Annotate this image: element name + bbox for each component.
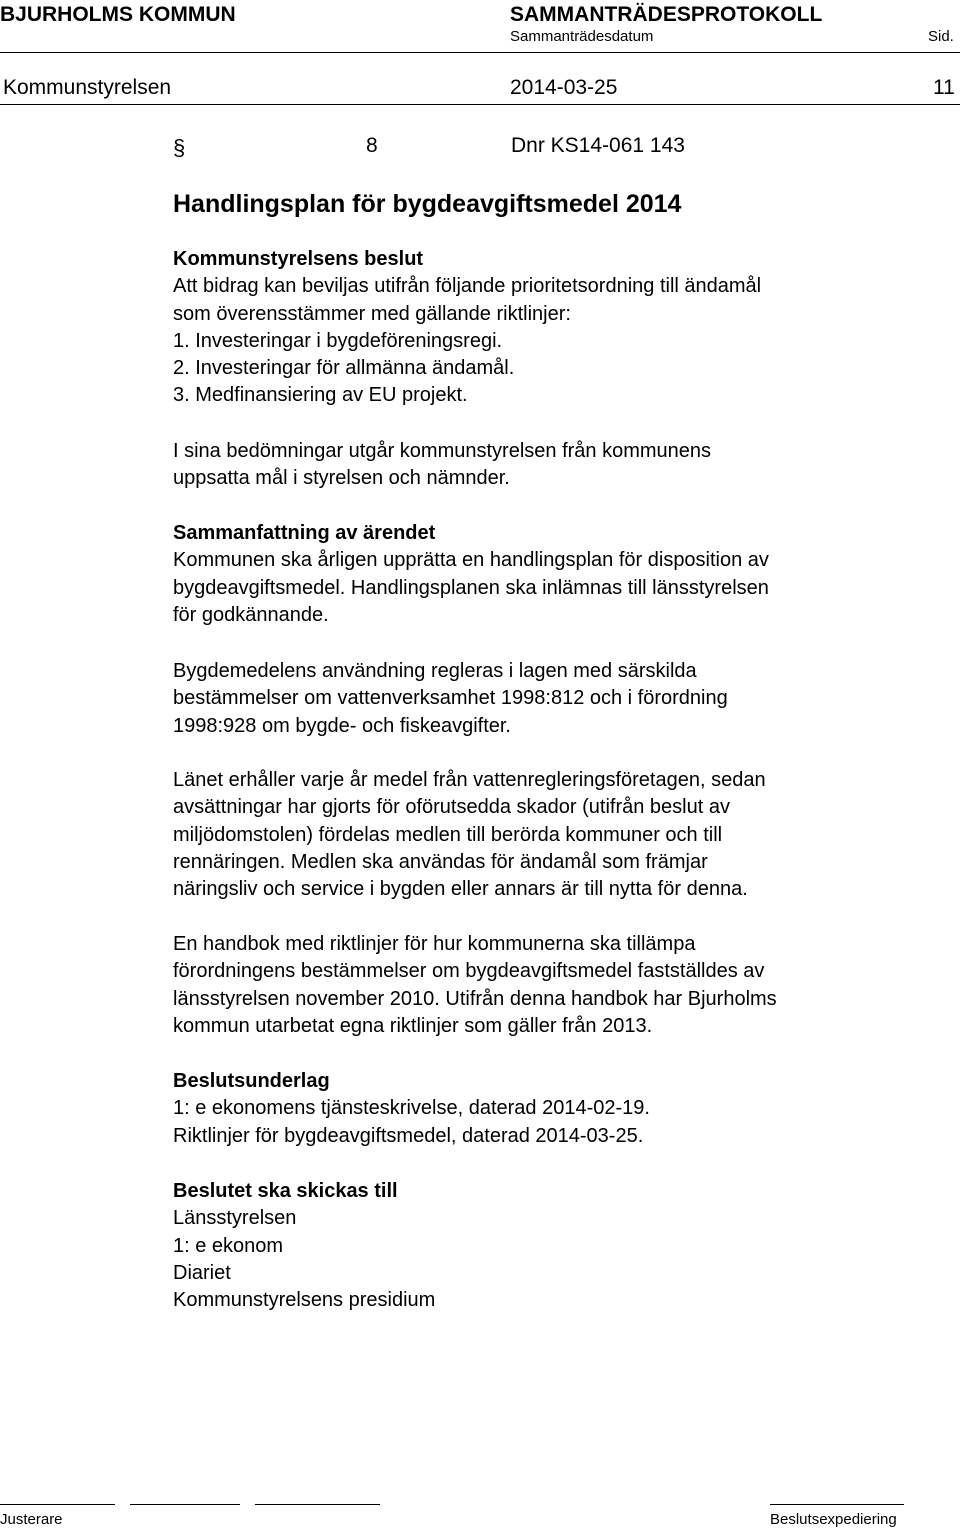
- summary-line: rennäringen. Medlen ska användas för ändamål som främjar: [173, 850, 708, 873]
- footer-beslutsexpediering: Beslutsexpediering: [770, 1511, 897, 1528]
- distribution-section: [173, 1178, 933, 1314]
- summary-line: länsstyrelsen november 2010. Utifrån denna handbok har Bjurholms: [173, 987, 777, 1010]
- page-number: 11: [933, 76, 955, 99]
- summary-line: kommun utarbetat egna riktlinjer som gäller från 2013.: [173, 1014, 653, 1037]
- distribution-item: Kommunstyrelsens presidium: [173, 1289, 436, 1312]
- org-name: BJURHOLMS KOMMUN: [0, 3, 236, 26]
- header-bottom-separator: [0, 104, 960, 105]
- decision-heading: Kommunstyrelsens beslut: [173, 248, 424, 270]
- decision-note: [173, 438, 933, 493]
- summary-line: Kommunen ska årligen upprätta en handlingsplan för disposition av: [173, 549, 769, 572]
- case-title: Handlingsplan för bygdeavgiftsmedel 2014: [173, 190, 682, 218]
- summary-line: miljödomstolen) fördelas medlen till berörda kommuner och till: [173, 823, 723, 846]
- summary-section: [173, 520, 933, 629]
- distribution-heading: Beslutet ska skickas till: [173, 1180, 398, 1202]
- decision-line: 3. Medfinansiering av EU projekt.: [173, 384, 468, 407]
- decision-line: som överensstämmer med gällande riktlinjer:: [173, 302, 571, 325]
- summary-line: Länet erhåller varje år medel från vattenregleringsföretagen, sedan: [173, 769, 766, 791]
- date-label: Sammanträdesdatum: [510, 28, 654, 45]
- svg-text:§: §: [173, 136, 186, 160]
- note-line: I sina bedömningar utgår kommunstyrelsen från kommunens: [173, 440, 712, 462]
- case-dnr: Dnr KS14-061 143: [511, 134, 685, 157]
- basis-section: [173, 1068, 933, 1150]
- summary-heading: Sammanfattning av ärendet: [173, 522, 436, 544]
- header-separator: [0, 52, 960, 53]
- signature-line: [130, 1504, 240, 1505]
- summary-line: Bygdemedelens användning regleras i lagen med särskilda: [173, 660, 697, 682]
- decision-line: 1. Investeringar i bygdeföreningsregi.: [173, 329, 503, 352]
- doc-type: SAMMANTRÄDESPROTOKOLL: [510, 3, 823, 26]
- meeting-date: 2014-03-25: [510, 76, 618, 99]
- summary-line: bestämmelser om vattenverksamhet 1998:812 och i förordning: [173, 687, 728, 710]
- basis-heading: Beslutsunderlag: [173, 1070, 330, 1092]
- decision-section: [173, 246, 933, 410]
- summary-line: näringsliv och service i bygden eller annars är till nytta för denna.: [173, 878, 748, 901]
- decision-line: 2. Investeringar för allmänna ändamål.: [173, 357, 515, 380]
- distribution-item: 1: e ekonom: [173, 1234, 284, 1257]
- summary-line: En handbok med riktlinjer för hur kommunerna ska tillämpa: [173, 933, 696, 955]
- decision-line: Att bidrag kan beviljas utifrån följande prioritetsordning till ändamål: [173, 275, 762, 298]
- distribution-item: Diariet: [173, 1261, 231, 1284]
- case-row: [173, 134, 873, 162]
- page-label: Sid.: [928, 28, 954, 45]
- basis-line: Riktlinjer för bygdeavgiftsmedel, daterad 2014-03-25.: [173, 1124, 644, 1147]
- signature-line: [0, 1504, 115, 1505]
- summary-line: avsättningar har gjorts för oförutsedda skador (utifrån beslut av: [173, 796, 730, 819]
- case-number: 8: [366, 134, 378, 157]
- summary-line: bygdeavgiftsmedel. Handlingsplanen ska inlämnas till länsstyrelsen: [173, 576, 769, 599]
- distribution-item: Länsstyrelsen: [173, 1207, 297, 1230]
- basis-line: 1: e ekonomens tjänsteskrivelse, daterad 2014-02-19.: [173, 1097, 650, 1120]
- summary-paragraph: [173, 767, 933, 903]
- summary-line: förordningens bestämmelser om bygdeavgiftsmedel fastställdes av: [173, 960, 765, 983]
- summary-paragraph: [173, 931, 933, 1040]
- footer-justerare: Justerare: [0, 1511, 63, 1528]
- summary-line: för godkännande.: [173, 603, 329, 626]
- note-line: uppsatta mål i styrelsen och nämnder.: [173, 467, 510, 490]
- signature-line: [770, 1504, 904, 1505]
- summary-paragraph: [173, 658, 933, 740]
- signature-line: [255, 1504, 380, 1505]
- summary-line: 1998:928 om bygde- och fiskeavgifter.: [173, 714, 511, 737]
- body-name: Kommunstyrelsen: [3, 76, 172, 99]
